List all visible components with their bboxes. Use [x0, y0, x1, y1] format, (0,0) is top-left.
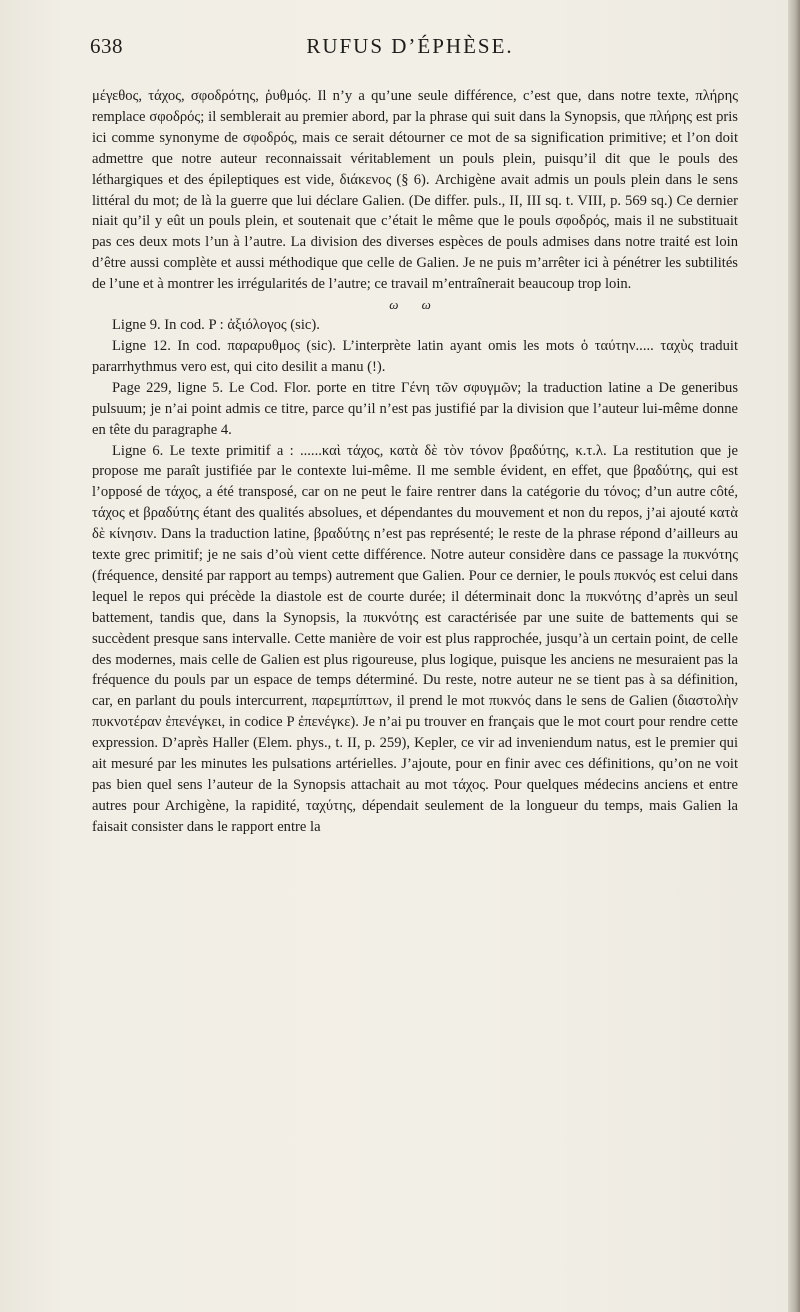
paragraph-pulse-types: μέγεθος, τάχος, σφοδρότης, ῥυθμός. Il n’y a qu’une seule différence, c’est que, dans notre texte, πλήρης remplace σφοδρός; il semblerait au premier abord, par la phrase qui suit dans la Synopsis, que πλήρης est pris ici comme synonyme de σφοδρός, mais ce serait détourner ce mot de sa signification primitive; et l’on doit admettre que notre auteur reconnaissait véritablement un pouls plein, puisqu’il dit que le pouls des léthargiques et des épileptiques est vide, διάκενος (§ 6). Archigène avait admis un pouls plein dans le sens littéral du mot; de là la guerre que lui déclare Galien. (De differ. puls., II, III sq. t. VIII, p. 569 sq.) Ce dernier niait qu’il y eût un pouls plein, et soutenait que c’était le même que le pouls σφοδρός, mais il ne substituait pas ces deux mots l’un à l’autre. La division des diverses espèces de pouls admises dans notre traité est loin d’être aussi complète et aussi méthodique que celle de Galien. Je ne puis m’arrêter ici à pénétrer les subtilités de l’une et à montrer les irrégularités de l’autre; ce travail m’entraînerait beaucoup trop loin. [92, 88, 738, 293]
note-page-229: Page 229, ligne 5. Le Cod. Flor. porte en titre Γένη τῶν σφυγμῶν; la traduction latine a De generibus pulsuum; je n’ai point admis ce titre, parce qu’il n’est pas justifié par la division que l’auteur lui-même donne en tête du paragraphe 4. [92, 379, 738, 438]
section-marker: ω ω [389, 297, 441, 313]
running-head: RUFUS D’ÉPHÈSE. [306, 34, 514, 58]
page-number: 638 [90, 34, 123, 58]
page-edge [788, 0, 800, 1312]
note-ligne-6: Ligne 6. Le texte primitif a : ......καὶ τάχος, κατὰ δὲ τὸν τόνον βραδύτης, κ.τ.λ. La restitution que je propose me paraît justifiée par le contexte lui-même. Il me semble évident, en effet, que βραδύτης, qui est l’opposé de τάχος, a été transposé, car on ne peut le faire rentrer dans la catégorie du τόνος; d’un autre côté, τάχος et βραδύτης étant des qualités absolues, et dépendantes du mouvement et non du repos, j’ai ajouté κατὰ δὲ κίνησιν. Dans la traduction latine, βραδύτης n’est pas représenté; le reste de la phrase répond d’ailleurs au texte grec primitif; je ne sais d’où vient cette différence. Notre auteur considère dans ce passage la πυκνότης (fréquence, densité par rapport au temps) autrement que Galien. Pour ce dernier, le pouls πυκνός est celui dans lequel le repos qui précède la diastole est de courte durée; il déterminait donc la πυκνότης d’après un seul battement, tandis que, dans la Synopsis, la πυκνότης est caractérisée par une suite de battements qui se succèdent presque sans intervalle. Cette manière de voir est plus rapprochée, jusqu’à un certain point, de celle des modernes, mais celle de Galien est plus rigoureuse, plus logique, puisque les anciens ne mesuraient pas la fréquence du pouls par un espace de temps déterminé. Du reste, notre auteur ne se tient pas à sa définition, car, en parlant du pouls intercurrent, παρεμπίπτων, il prend le mot πυκνός dans le sens de Galien (διαστολὴν πυκνοτέραν ἐπενέγκει, in codice P ἐπενέγκε). Je n’ai pu trouver en français que le mot court pour rendre cette expression. D’après Haller (Elem. phys., t. II, p. 259), Kepler, ce vir ad inveniendum natus, est le premier qui ait mesuré par les minutes les pulsations artérielles. J’ajoute, pour en finir avec ces définitions, qu’on ne voit pas bien quel sens l’auteur de la Synopsis attachait au mot τάχος. Pour quelques médecins anciens et entre autres pour Archigène, la rapidité, ταχύτης, dépendait seulement de la longueur du temps, mais Galien la faisait consister dans le rapport entre la [92, 442, 738, 835]
note-ligne-9: Ligne 9. In cod. P : ἀξιόλογος (sic). [112, 317, 320, 334]
page-header [90, 34, 730, 68]
note-ligne-12: Ligne 12. In cod. παραρυθμος (sic). L’interprète latin ayant omis les mots ὁ ταύτην..... ταχὺς traduit pararrhythmus vero est, qui cito desilit a manu (!). [92, 337, 738, 375]
body-text [92, 86, 738, 838]
